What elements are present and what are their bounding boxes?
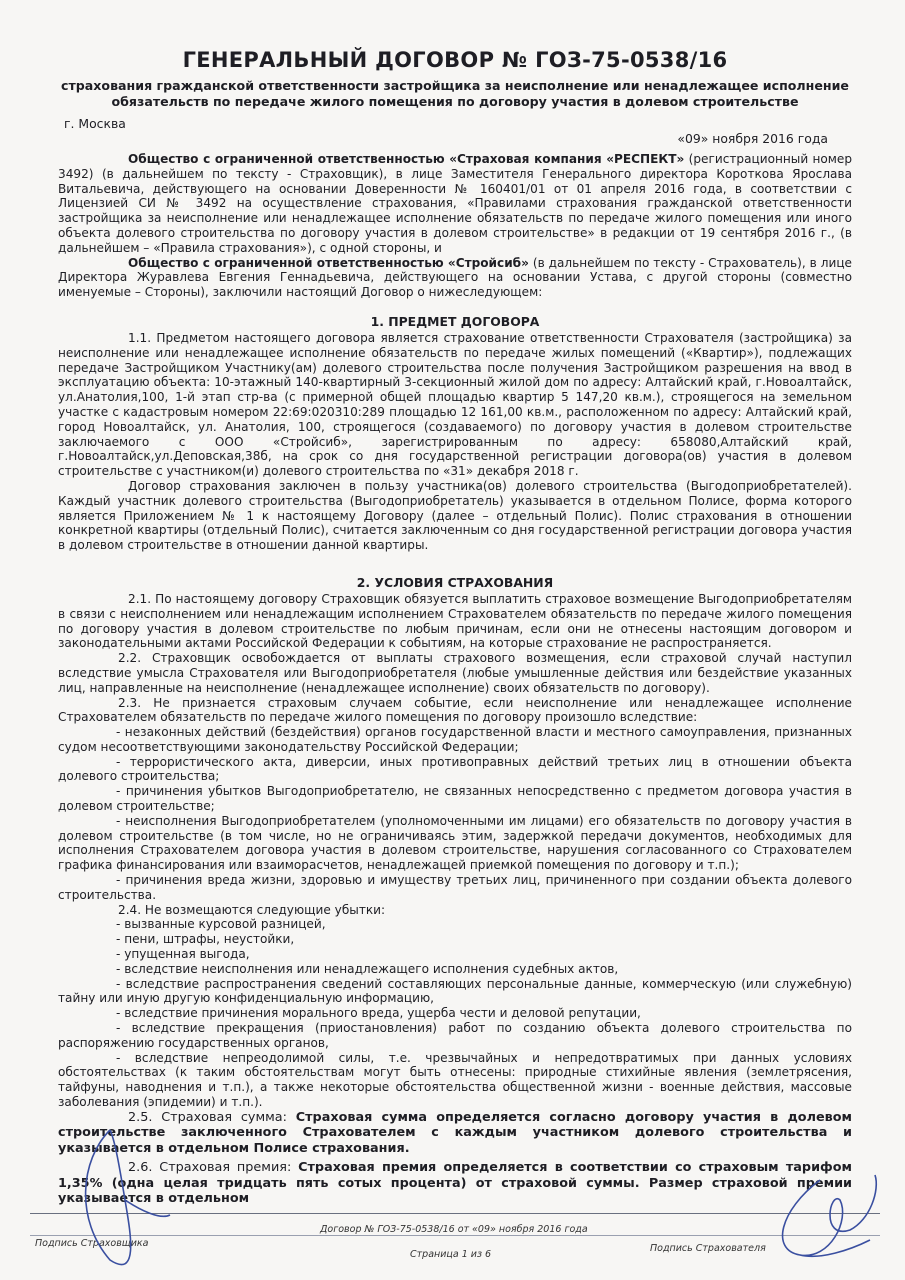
clause-2-4-item: - вследствие причинения морального вреда, ущерба чести и деловой репутации, — [116, 1006, 641, 1021]
clause-2-4-item: - упущенная выгода, — [116, 947, 250, 962]
section-1-heading: 1. ПРЕДМЕТ ДОГОВОРА — [370, 313, 540, 329]
contract-date: «09» ноября 2016 года — [677, 131, 828, 146]
clause-2-3-item: - причинения убытков Выгодоприобретателю, не связанных непосредственно с предметом договора участия в долевом строительстве; — [58, 784, 852, 814]
clause-2-5-text: Страховая сумма определяется согласно договору участия в долевом строительстве заключенного Страхователем с каждым участником долевого строительства и указывается в отдельном Полисе страхования. — [58, 1109, 852, 1156]
clause-1-1-beneficiaries: Договор страхования заключен в пользу участника(ов) долевого строительства (Выгодоприобретателей). Каждый участник долевого строительства (Выгодоприобретатель) указывается в отдельном Полисе, форма которого является Приложением № 1 к настоящему Договору (далее – отдельный Полис). Полис страхования в отношении конкретной квартиры (отдельный Полис), считается заключенным со дня государственной регистрации договора участия в долевом строительстве в отношении данной квартиры. — [58, 478, 852, 553]
clause-2-4-item: - вследствие прекращения (приостановления) работ по созданию объекта долевого строительства по распоряжению государственных органов, — [58, 1021, 852, 1050]
clause-2-3-item: - неисполнения Выгодоприобретателем (уполномоченными им лицами) его обязательств по договору участия в долевом строительстве (в том числе, но не ограничиваясь этим, задержкой передачи документов, необходимых для исполнения Страхователем договора участия в долевом строительстве, нарушения согласованного со Страхователем графика финансирования или взаиморасчетов, ненадлежащей приемкой помещения по договору и т.п.); — [58, 813, 852, 873]
preamble-insured — [58, 256, 852, 300]
clause-2-6-label: 2.6. Страховая премия: — [128, 1160, 299, 1176]
clause-2-4: 2.4. Не возмещаются следующие убытки: — [118, 902, 386, 917]
insured-signature-icon — [760, 1170, 890, 1270]
footer-page-number: Страница 1 из 6 — [410, 1249, 492, 1260]
document-page — [58, 48, 852, 1207]
clause-2-1: 2.1. По настоящему договору Страховщик обязуется выплатить страховое возмещение Выгодоприобретателям в связи с неисполнением или ненадлежащим исполнением Страхователем обязательств по передаче жилого помещения по договору участия в долевом строительстве по любым причинам, если они не отнесены настоящим договором и законодательными актами Российской Федерации к событиям, на которые страхование не распространяется. — [58, 591, 852, 651]
clause-2-4-item: - пени, штрафы, неустойки, — [116, 932, 295, 947]
clause-2-4-item: - вследствие неисполнения или ненадлежащего исполнения судебных актов, — [116, 961, 619, 976]
clause-2-4-item: - вследствие распространения сведений составляющих персональные данные, коммерческую (или служебную) тайну или иную другую конфиденциальную информацию, — [58, 976, 852, 1006]
footer-contract-ref: Договор № ГОЗ-75-0538/16 от «09» ноября 2016 года — [320, 1224, 588, 1235]
city: г. Москва — [64, 116, 126, 131]
clause-2-5-label: 2.5. Страховая сумма: — [128, 1109, 296, 1125]
insured-name: Общество с ограниченной ответственностью «Стройсиб» — [128, 255, 529, 270]
insurer-signature-icon — [70, 1120, 180, 1280]
clause-2-4-item: - вследствие непреодолимой силы, т.е. чрезвычайных и непредотвратимых при данных условиях обстоятельствах (к таким обстоятельствам могут быть отнесены: природные стихийные явления (землетрясения, тайфуны, наводнения и т.п.), а также некоторые обстоятельства общественной жизни - военные действия, массовые заболевания (эпидемии) и т.п.). — [58, 1050, 852, 1110]
clause-2-2: 2.2. Страховщик освобождается от выплаты страхового возмещения, если страховой случай наступил вследствие умысла Страхователя или Выгодоприобретателя (любые умышленные действия или бездействие указанных лиц, направленные на неисполнение (ненадлежащее исполнение) своих обязательств по договору). — [58, 651, 852, 695]
clause-2-4-item: - вызванные курсовой разницей, — [116, 917, 326, 932]
contract-subtitle-1: страхования гражданской ответственности застройщика за неисполнение или ненадлежащее исполнение — [61, 78, 849, 93]
contract-title: ГЕНЕРАЛЬНЫЙ ДОГОВОР № ГОЗ-75-0538/16 — [182, 48, 728, 72]
footer-insurer-signature-label: Подпись Страховщика — [35, 1238, 149, 1249]
footer-insured-signature-label: Подпись Страхователя — [650, 1243, 766, 1254]
clause-2-3-item: - незаконных действий (бездействия) органов государственной власти и местного самоуправления, признанных судом несоответствующими законодательству Российской Федерации; — [58, 725, 852, 754]
section-2-heading: 2. УСЛОВИЯ СТРАХОВАНИЯ — [356, 574, 554, 590]
insurer-details: (регистрационный номер 3492) (в дальнейшем по тексту - Страховщик), в лице Заместителя Генерального директора Короткова Ярослава Витальевича, действующего на основании Доверенности № 160401/01 от 01 апреля 2016 года, в соответствии с Лицензией СИ № 3492 на осуществление страхования, «Правилами страхования гражданской ответственности застройщика за неисполнение или ненадлежащее исполнение обязательств по передаче жилого помещения или иного объекта долевого строительства по договору участия в долевом строительстве» в редакции от 19 сентября 2016 г., (в дальнейшем – «Правила страхования»), с одной стороны, и — [58, 152, 853, 255]
insurer-name: Общество с ограниченной ответственностью «Страховая компания «РЕСПЕКТ» — [128, 152, 685, 166]
clause-2-3-item: - террористического акта, диверсии, иных противоправных действий третьих лиц в отношении объекта долевого строительства; — [58, 754, 852, 784]
clause-2-3: 2.3. Не признается страховым случаем событие, если неисполнение или ненадлежащее исполнение Страхователем обязательств по передаче жилого помещения по договору произошло вследствие: — [58, 695, 852, 725]
contract-subtitle-2: обязательств по передаче жилого помещения по договору участия в долевом строительстве — [111, 94, 799, 109]
preamble-insurer — [58, 152, 852, 256]
clause-1-1: 1.1. Предметом настоящего договора является страхование ответственности Страхователя (застройщика) за неисполнение или ненадлежащее исполнение обязательств по передаче жилых помещений («Квартир»), подлежащих передаче Застройщиком Участнику(ам) долевого строительства после получения Застройщиком разрешения на ввод в эксплуатацию объекта: 10-этажный 140-квартирный 3-секционный жилой дом по адресу: Алтайский край, г.Новоалтайск, ул.Анатолия,100, 1-й этап стр-ва (с примерной общей площадью квартир 5 147,20 кв.м.), строящегося на земельном участке с кадастровым номером 22:69:020310:289 площадью 12 161,00 кв.м., расположенном по адресу: Алтайский край, город Новоалтайск, ул. Анатолия, 100, строящегося (создаваемого) по договору участия в долевом строительстве заключаемого с ООО «Стройсиб», зарегистрированным по адресу: 658080,Алтайский край, г.Новоалтайск,ул.Деповская,38б, на срок со дня государственной регистрации договора(ов) участия в долевом строительстве с участником(и) долевого строительства по «31» декабря 2018 г. — [58, 330, 852, 479]
clause-2-3-item: - причинения вреда жизни, здоровью и имуществу третьих лиц, причиненного при создании объекта долевого строительства. — [58, 873, 852, 902]
insured-details: (в дальнейшем по тексту - Страхователь), в лице Директора Журавлева Евгения Геннадьевича, действующего на основании Устава, с другой стороны (совместно именуемые – Стороны), заключили настоящий Договор о нижеследующем: — [58, 255, 852, 300]
clause-2-6-text: Страховая премия определяется в соответствии со страховым тарифом 1,35% (одна целая тридцать пять сотых процента) от страховой суммы. Размер страховой премии указывается в отдельном — [58, 1160, 852, 1207]
